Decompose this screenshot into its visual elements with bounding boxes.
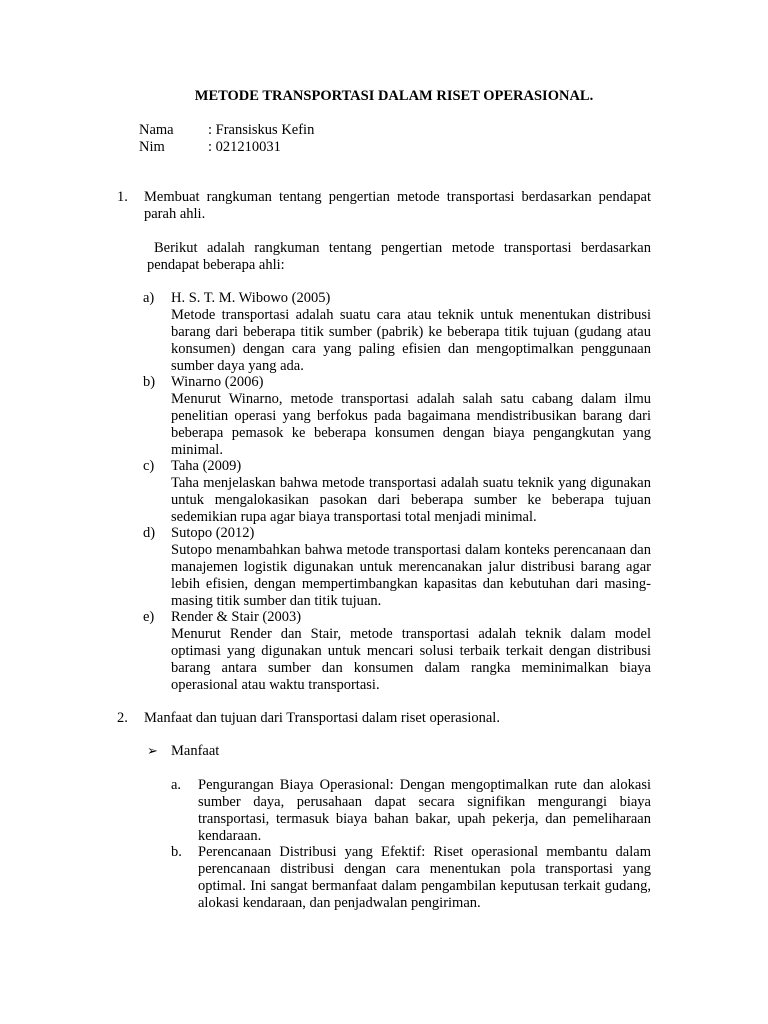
list-item-marker: a) (143, 290, 155, 306)
list-item-text: Sutopo menambahkan bahwa metode transportasi dalam konteks perencanaan dan manajemen logistik digunakan untuk merencanakan jalur distribusi barang agar lebih efisien, dengan mempertimbangkan kapasitas dan kebutuhan dari masing-masing titik sumber dan titik tujuan. (171, 542, 651, 609)
name-value: : Fransiskus Kefin (208, 122, 315, 138)
list-item-marker: a. (171, 777, 182, 793)
list-item-title: Render & Stair (2003) (171, 609, 302, 625)
list-item-marker: c) (143, 458, 155, 474)
nim-value: : 021210031 (208, 139, 281, 155)
list-item-text: Taha menjelaskan bahwa metode transportasi adalah suatu teknik yang digunakan untuk mengalokasikan pasokan dari beberapa sumber ke beberapa tujuan sedemikian rupa agar biaya transportasi total menjadi minimal. (171, 475, 651, 525)
list-item-title: H. S. T. M. Wibowo (2005) (171, 290, 331, 306)
section2-heading: Manfaat dan tujuan dari Transportasi dalam riset operasional. (144, 710, 500, 726)
list-item-text: Pengurangan Biaya Operasional: Dengan mengoptimalkan rute dan alokasi sumber daya, perusahaan dapat secara signifikan mengurangi biaya transportasi, termasuk biaya bahan bakar, upah pekerja, dan pemeliharaan kendaraan. (198, 777, 651, 844)
arrow-bullet-icon: ➢ (147, 744, 158, 759)
nim-label: Nim (139, 139, 165, 155)
list-item-text: Menurut Render dan Stair, metode transportasi adalah teknik dalam model optimasi yang digunakan untuk mencari solusi terbaik terkait dengan distribusi barang antara sumber dan konsumen dalam rangka meminimalkan biaya operasional atau waktu transportasi. (171, 626, 651, 693)
list-item-text: Menurut Winarno, metode transportasi adalah salah satu cabang dalam ilmu penelitian operasi yang berfokus pada bagaimana mendistribusikan barang dari beberapa pemasok ke beberapa konsumen dengan biaya pengangkutan yang minimal. (171, 391, 651, 458)
section2-subheading: Manfaat (171, 743, 220, 759)
list-item-title: Winarno (2006) (171, 374, 264, 390)
list-item-title: Sutopo (2012) (171, 525, 255, 541)
name-label: Nama (139, 122, 174, 138)
list-item-marker: e) (143, 609, 155, 625)
section2-number: 2. (117, 710, 128, 726)
list-item-marker: b) (143, 374, 156, 390)
section1-heading: Membuat rangkuman tentang pengertian metode transportasi berdasarkan pendapat parah ahli. (144, 189, 651, 222)
list-item-title: Taha (2009) (171, 458, 242, 474)
list-item-marker: d) (143, 525, 156, 541)
section1-number: 1. (117, 189, 128, 205)
document-title: METODE TRANSPORTASI DALAM RISET OPERASIONAL. (194, 88, 594, 104)
section1-intro: Berikut adalah rangkuman tentang pengertian metode transportasi berdasarkan pendapat beberapa ahli: (147, 240, 651, 273)
list-item-marker: b. (171, 844, 182, 860)
list-item-text: Perencanaan Distribusi yang Efektif: Riset operasional membantu dalam perencanaan distribusi dengan cara menentukan pola transportasi yang optimal. Ini sangat bermanfaat dalam pengambilan keputusan terkait gudang, alokasi kendaraan, dan penjadwalan pengiriman. (198, 844, 651, 911)
list-item-text: Metode transportasi adalah suatu cara atau teknik untuk menentukan distribusi barang dari beberapa titik sumber (pabrik) ke beberapa titik tujuan (gudang atau konsumen) dengan cara yang paling efisien dan mengoptimalkan penggunaan sumber daya yang ada. (171, 307, 651, 374)
